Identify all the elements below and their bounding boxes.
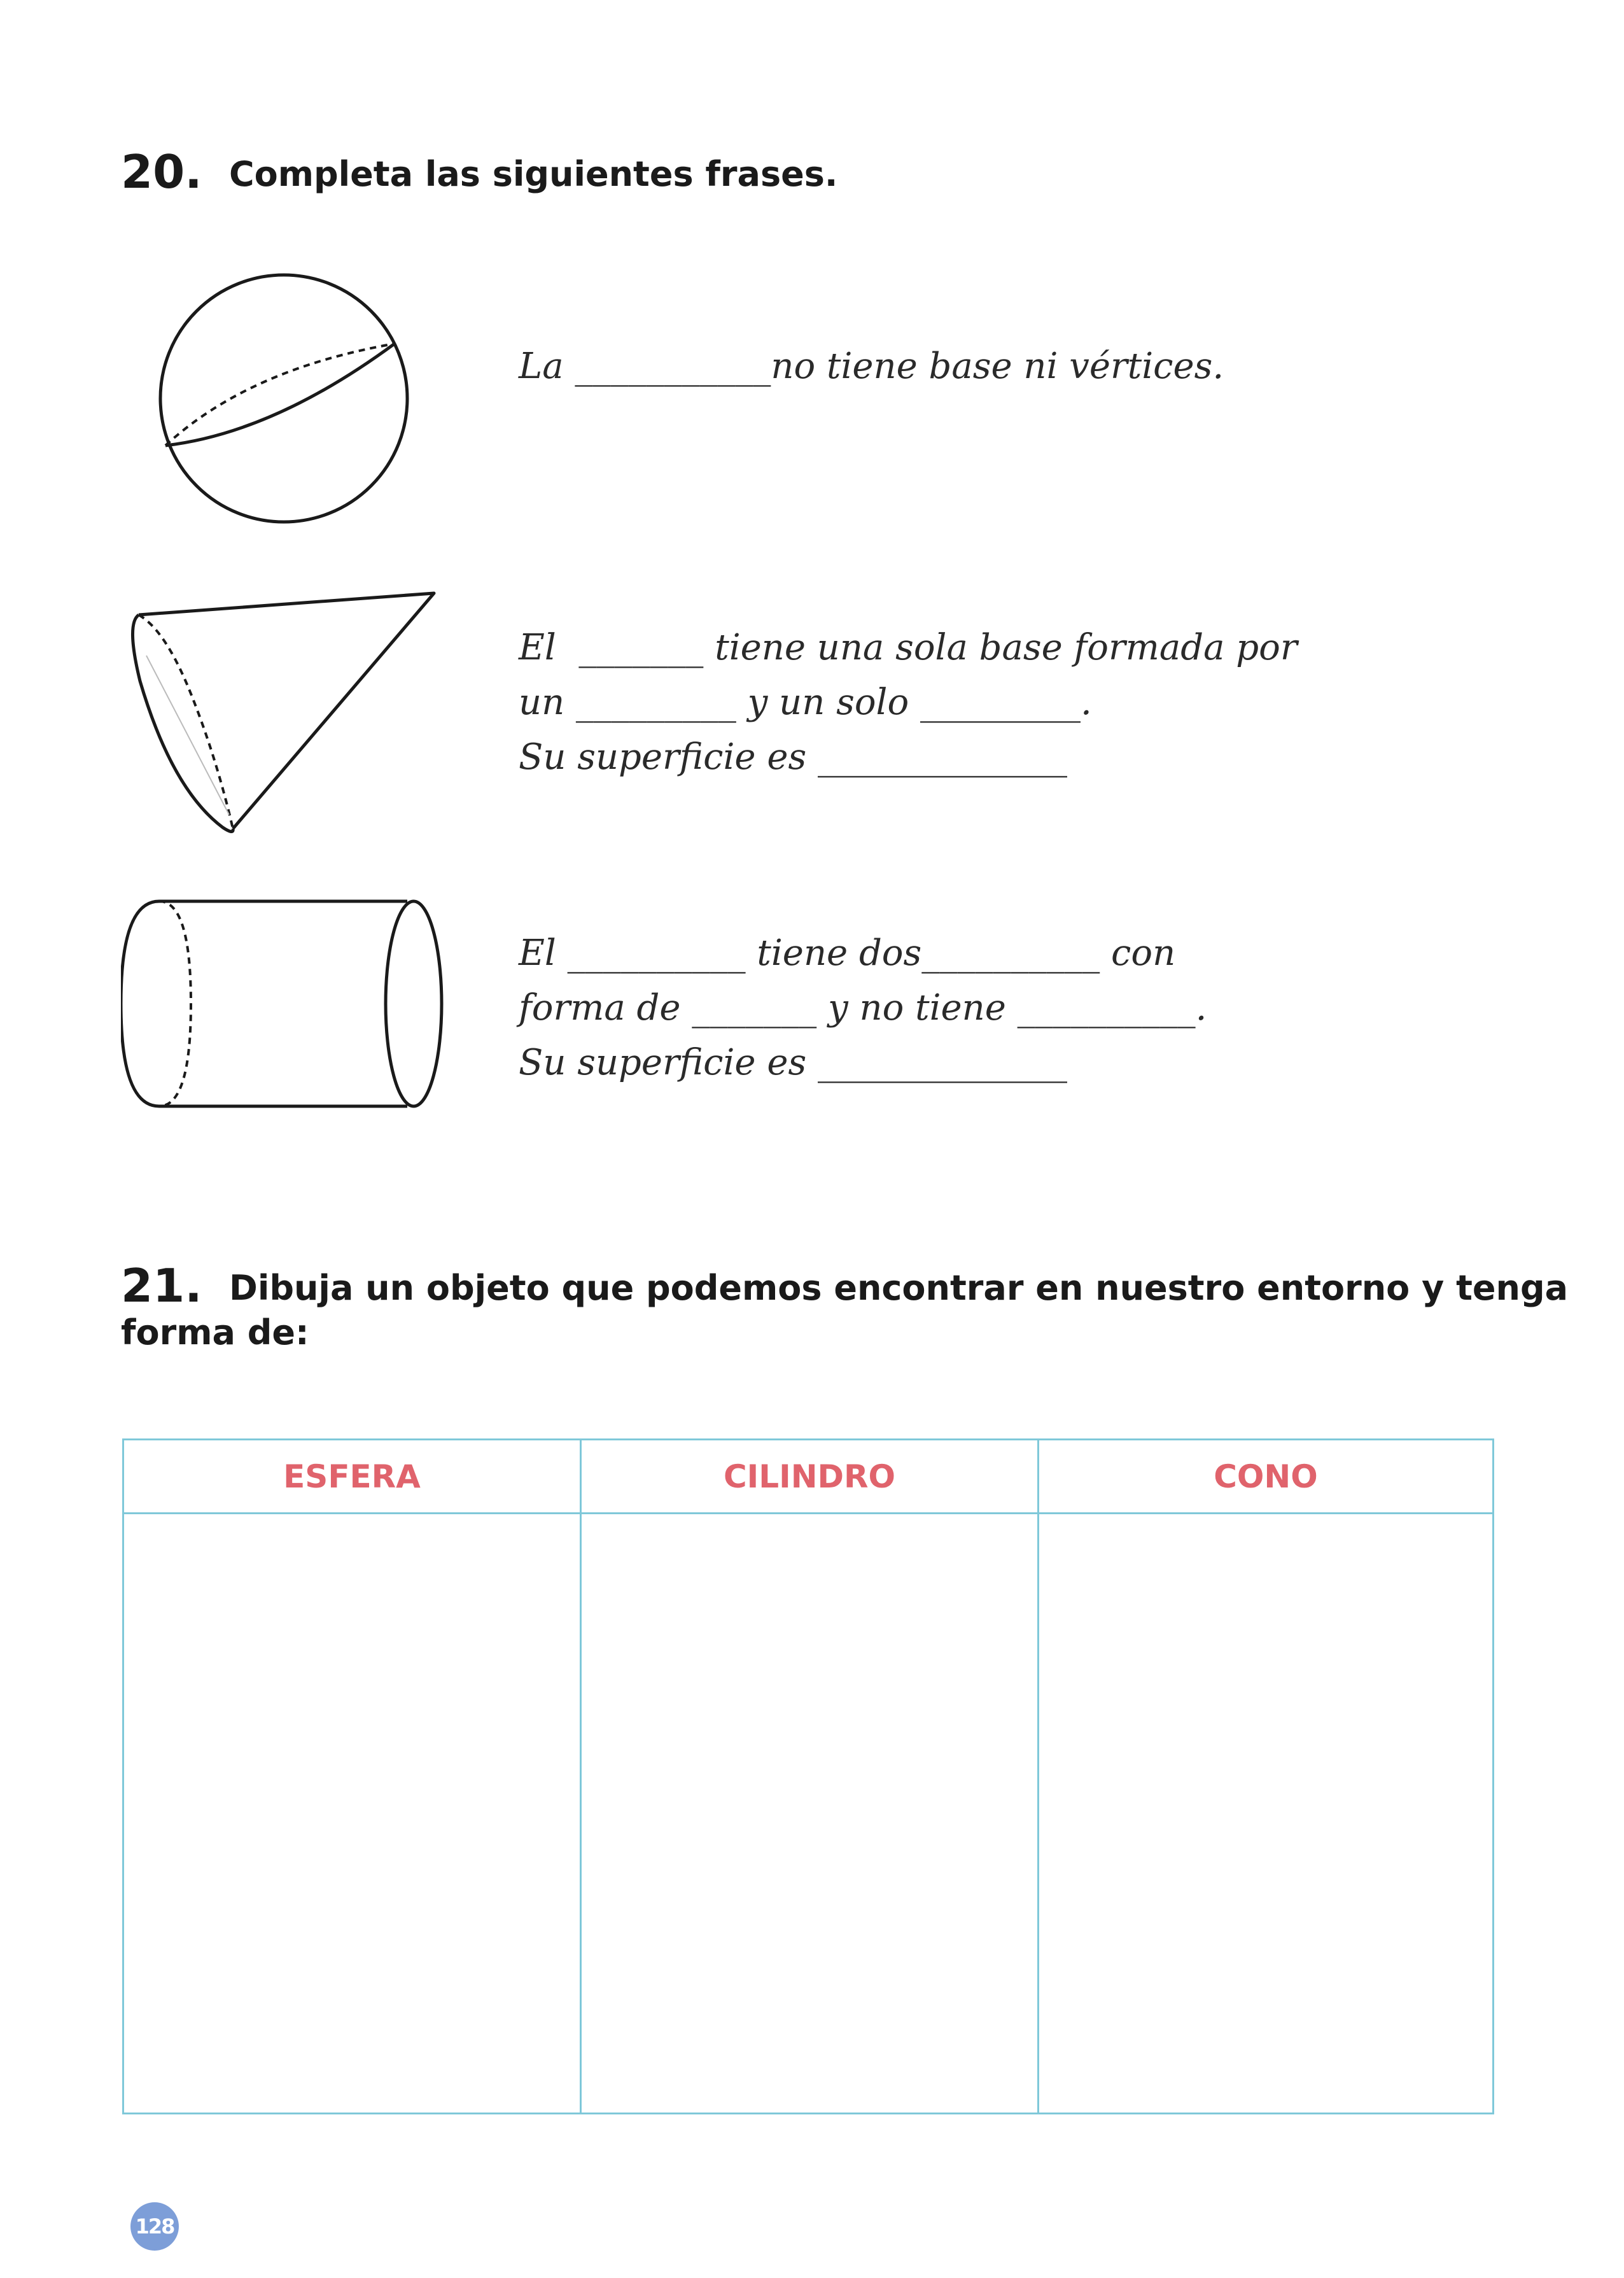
- drawing-area-esfera[interactable]: [124, 1514, 580, 2113]
- exercise-20-number: 20.: [121, 145, 202, 199]
- cone-sentence-line-3: Su superficie es ______________: [519, 736, 1068, 778]
- exercise-21-number: 21.: [121, 1259, 202, 1312]
- page-number-badge: 128: [130, 2202, 179, 2251]
- header-cono: CONO: [1214, 1458, 1318, 1495]
- cylinder-sentence-line-1: El __________ tiene dos__________ con: [519, 932, 1176, 974]
- cylinder-figure: [121, 896, 452, 1113]
- cone-sentence-line-1: El _______ tiene una sola base formada por: [519, 627, 1298, 668]
- cylinder-sentence-line-3: Su superficie es ______________: [519, 1042, 1068, 1083]
- drawing-area-cono[interactable]: [1039, 1514, 1492, 2113]
- drawing-area-cilindro[interactable]: [582, 1514, 1037, 2113]
- header-esfera: ESFERA: [283, 1458, 421, 1495]
- cone-sentence-line-2: un _________ y un solo _________.: [519, 682, 1092, 723]
- exercise-21-title-line-2: forma de:: [121, 1312, 309, 1353]
- sphere-sentence: La ___________no tiene base ni vértices.: [519, 346, 1224, 387]
- cone-figure: [121, 586, 452, 840]
- cylinder-sentence-line-2: forma de _______ y no tiene __________.: [519, 987, 1207, 1029]
- exercise-21-title-line-1: Dibuja un objeto que podemos encontrar en nuestro entorno y tenga: [229, 1268, 1569, 1308]
- drawing-table: [122, 1438, 1494, 2114]
- header-cilindro: CILINDRO: [723, 1458, 896, 1495]
- exercise-20-title: Completa las siguientes frases.: [229, 154, 838, 194]
- sphere-figure: [153, 267, 420, 535]
